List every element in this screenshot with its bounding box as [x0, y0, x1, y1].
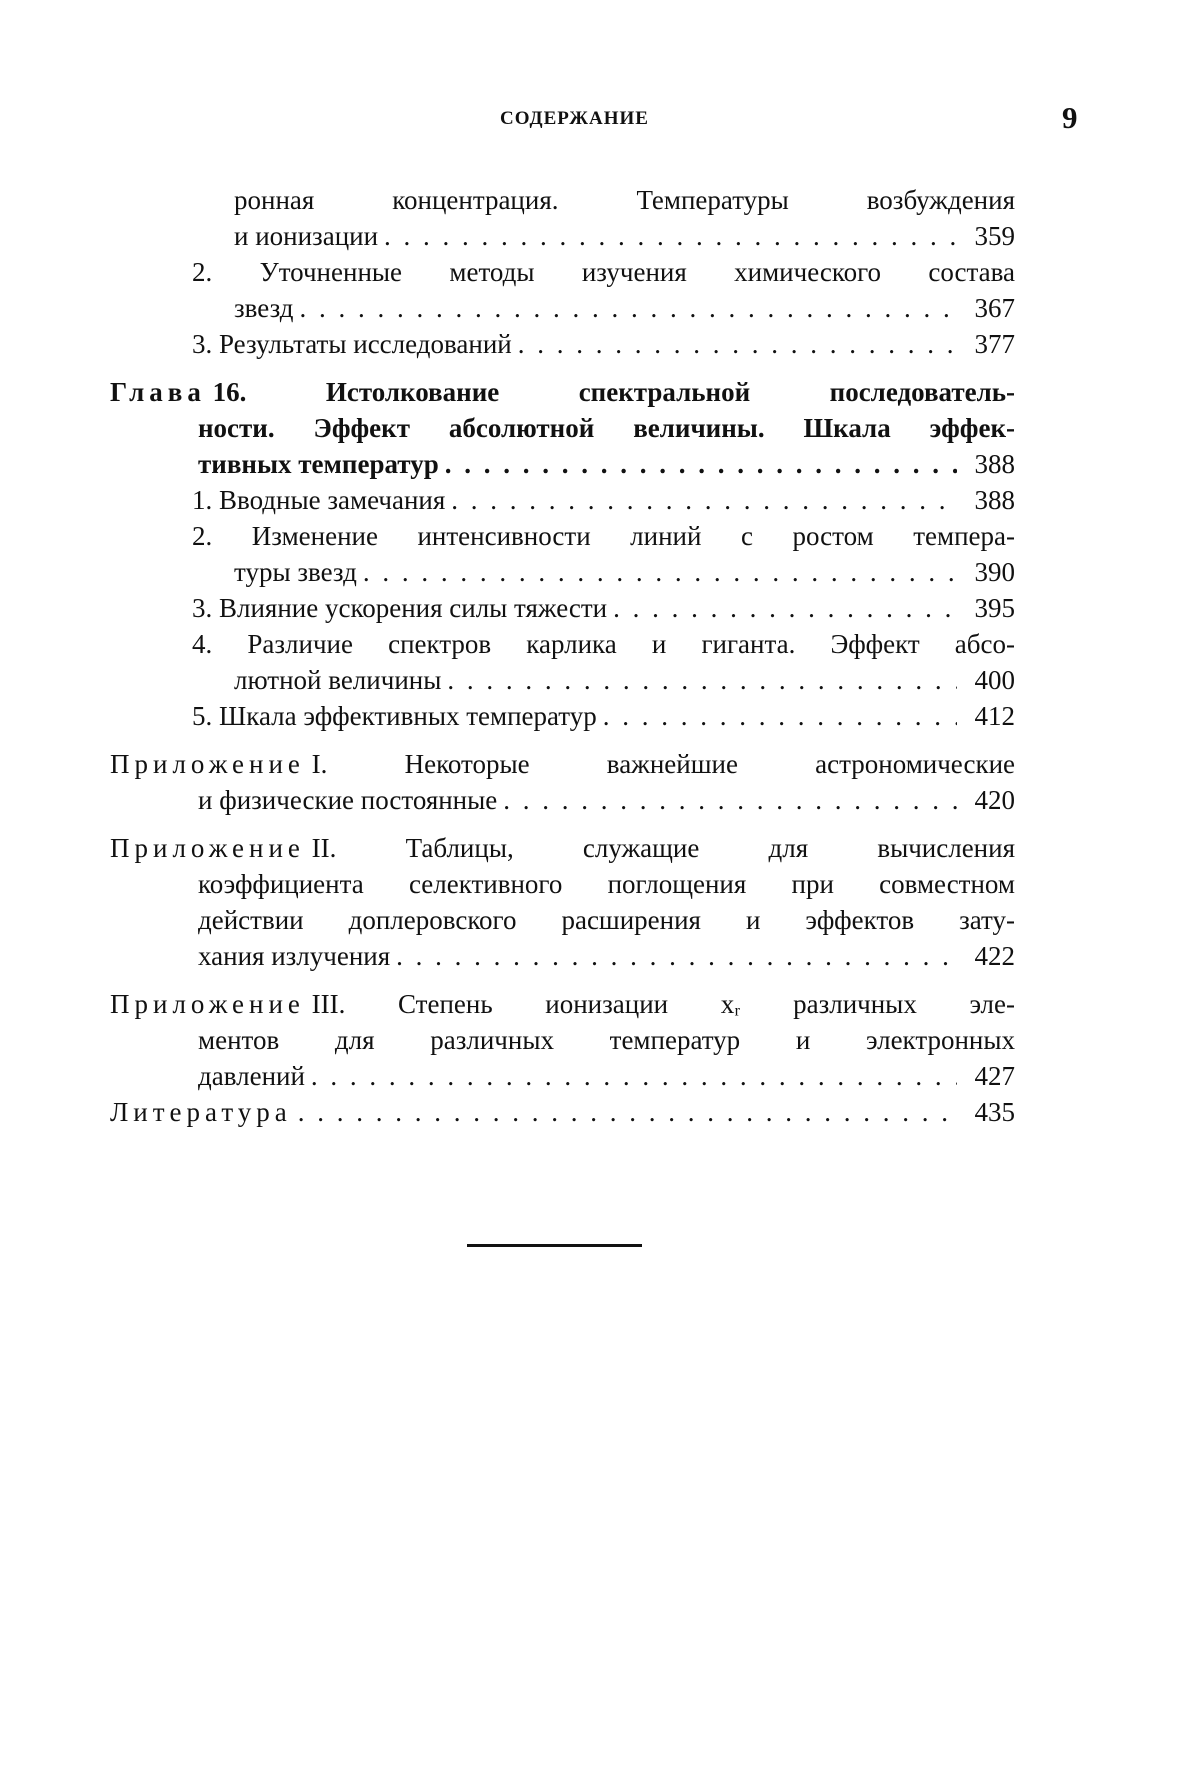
toc-line: [110, 782, 1015, 818]
page-header: [0, 100, 1200, 140]
toc-literature: [110, 1094, 1015, 1130]
appendix-label: Приложение: [110, 833, 305, 863]
toc-page-number: 400: [974, 665, 1015, 695]
chapter-label: Глава: [110, 377, 206, 407]
toc-page-number: 427: [974, 1061, 1015, 1091]
toc-section-2: [110, 518, 1015, 590]
toc-page-number: 388: [974, 485, 1015, 515]
toc-line: [110, 1022, 1015, 1058]
toc-entry-text: тивных температур: [198, 449, 439, 479]
toc-line: [110, 902, 1015, 938]
literature-label: Литература: [110, 1097, 292, 1127]
toc-entry-text: III. Степень ионизации xᵣ различных эле-: [311, 989, 1015, 1019]
toc-entry-text: звезд: [234, 293, 294, 323]
toc-line: [110, 590, 1015, 626]
toc-entry-text: I. Некоторые важнейшие астрономические: [311, 749, 1015, 779]
toc-entry-text: лютной величины: [234, 665, 442, 695]
toc-entry-text: коэффициента селективного поглощения при совместном: [198, 869, 1015, 899]
toc-entry-text: и физические постоянные: [198, 785, 498, 815]
toc-line: [110, 662, 1015, 698]
toc-page-number: 422: [974, 941, 1015, 971]
toc-page-number: 367: [974, 293, 1015, 323]
toc-line: [110, 254, 1015, 290]
toc-section-3: [110, 590, 1015, 626]
toc-line: [110, 830, 1015, 866]
toc-line: [110, 518, 1015, 554]
toc-entry-text: хания излучения: [198, 941, 391, 971]
toc-page-number: 359: [974, 221, 1015, 251]
toc-section-1: [110, 482, 1015, 518]
toc-line: [110, 698, 1015, 734]
toc-entry-text: 2. Уточненные методы изучения химического состава: [192, 257, 1015, 287]
toc-line: [110, 1058, 1015, 1094]
toc-entry-text: II. Таблицы, служащие для вычисления: [311, 833, 1015, 863]
toc-page-number: 390: [974, 557, 1015, 587]
table-of-contents: [110, 182, 1015, 1130]
toc-line: [110, 374, 1015, 410]
toc-line: [110, 182, 1015, 218]
toc-entry-text: 3. Результаты исследований: [192, 329, 512, 359]
leader-dots: [607, 590, 957, 626]
toc-page-number: 420: [974, 785, 1015, 815]
toc-entry-text: 5. Шкала эффективных температур: [192, 701, 597, 731]
toc-entry-text: давлений: [198, 1061, 305, 1091]
toc-line: [110, 554, 1015, 590]
toc-entry-text: действии доплеровского расширения и эффектов зату-: [198, 905, 1015, 935]
toc-page-number: 435: [974, 1097, 1015, 1127]
toc-entry-text: 1. Вводные замечания: [192, 485, 446, 515]
toc-entry-text: 4. Различие спектров карлика и гиганта. Эффект абсо-: [192, 629, 1015, 659]
toc-appendix-2: [110, 830, 1015, 974]
toc-entry-text: 16. Истолкование спектральной последователь-: [212, 377, 1015, 407]
leader-dots: [439, 446, 957, 482]
toc-line: [110, 866, 1015, 902]
toc-line: [110, 446, 1015, 482]
toc-entry-text: ронная концентрация. Температуры возбуждения: [234, 185, 1015, 215]
leader-dots: [497, 782, 957, 818]
toc-appendix-3: [110, 986, 1015, 1094]
leader-dots: [357, 554, 957, 590]
toc-line: [110, 938, 1015, 974]
toc-line: [110, 482, 1015, 518]
toc-line: [110, 290, 1015, 326]
toc-entry-text: ности. Эффект абсолютной величины. Шкала эффек-: [198, 413, 1015, 443]
toc-entry-text: ментов для различных температур и электронных: [198, 1025, 1015, 1055]
running-title: СОДЕРЖАНИЕ: [500, 108, 649, 129]
toc-chapter-16: [110, 374, 1015, 482]
toc-appendix-1: [110, 746, 1015, 818]
toc-line: [110, 326, 1015, 362]
toc-section-5: [110, 698, 1015, 734]
toc-line: [110, 218, 1015, 254]
appendix-label: Приложение: [110, 749, 305, 779]
toc-page-number: 412: [974, 701, 1015, 731]
toc-line: [110, 746, 1015, 782]
toc-entry-text: и ионизации: [234, 221, 379, 251]
leader-dots: [597, 698, 957, 734]
leader-dots: [512, 326, 957, 362]
toc-line: [110, 986, 1015, 1022]
leader-dots: [293, 290, 957, 326]
leader-dots: [292, 1094, 957, 1130]
toc-section-2: [110, 254, 1015, 326]
appendix-label: Приложение: [110, 989, 305, 1019]
toc-line: [110, 1094, 1015, 1130]
toc-page-number: 395: [974, 593, 1015, 623]
page-number: 9: [1062, 100, 1078, 135]
toc-page-number: 388: [974, 449, 1015, 479]
leader-dots: [390, 938, 957, 974]
closing-rule: [467, 1244, 642, 1247]
toc-section-3: [110, 326, 1015, 362]
leader-dots: [305, 1058, 957, 1094]
toc-entry-text: туры звезд: [234, 557, 357, 587]
leader-dots: [445, 482, 957, 518]
leader-dots: [378, 218, 957, 254]
toc-page-number: 377: [974, 329, 1015, 359]
toc-entry-continuation: [110, 182, 1015, 254]
toc-entry-text: 3. Влияние ускорения силы тяжести: [192, 593, 608, 623]
toc-section-4: [110, 626, 1015, 698]
toc-entry-text: 2. Изменение интенсивности линий с ростом темпера-: [192, 521, 1015, 551]
toc-line: [110, 410, 1015, 446]
leader-dots: [441, 662, 957, 698]
toc-line: [110, 626, 1015, 662]
